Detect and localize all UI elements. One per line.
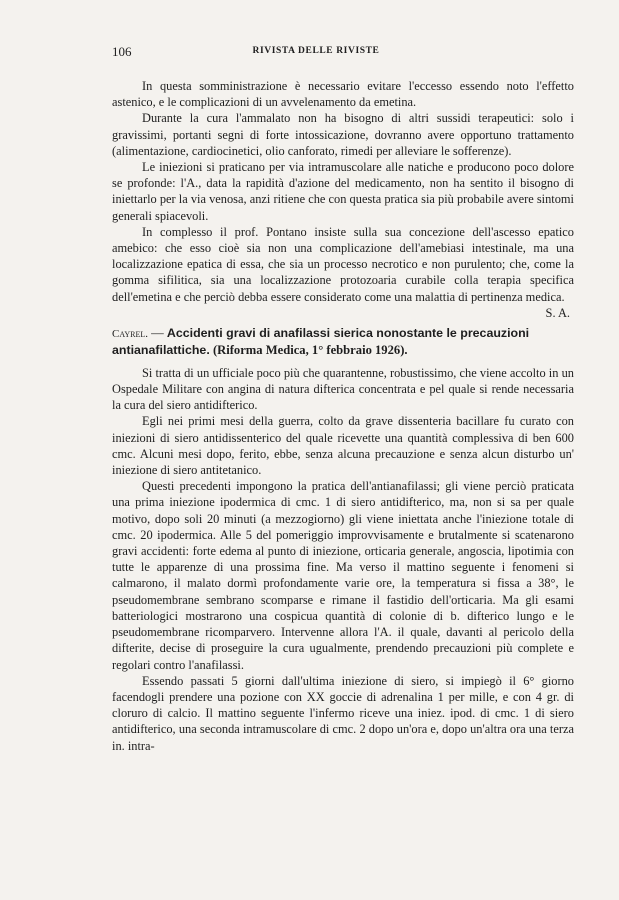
abstract-source: (Riforma Medica, 1° febbraio 1926). bbox=[212, 343, 408, 358]
signature: S. A. bbox=[545, 305, 570, 320]
heading-dash: — bbox=[148, 325, 167, 340]
paragraph: Essendo passati 5 giorni dall'ultima iniezione di siero, si impiegò il 6° giorno facendogli prendere una pozione con XX goccie di adrenalina 1 per mille, e con 4 gr. di cloruro di calcio. Il mattino seguente l'infermo riceve una iniez. ipod. di cmc. 1 di siero antidifterico, una seconda intramuscolare di cmc. 2 dopo un'ora e, dopo un'altra ora una terza in. intra- bbox=[112, 673, 574, 753]
paragraph-text: In complesso il prof. Pontano insiste sulla sua concezione dell'ascesso epatico amebico: che esso cioè sia non una complicazione dell'amebiasi intestinale, ma una localizzazione epatica di essa, che sia un processo necrotico e non purulento; che, come la gomma sifilitica, sia una localizzazione protozoaria curabile colla terapia specifica dell'emetina e che perciò debba essere considerato come una malattia di pertinenza medica. bbox=[112, 224, 574, 304]
abstract-heading bbox=[112, 325, 574, 359]
page-header bbox=[112, 44, 520, 62]
abstract-title: Accidenti gravi di anafilassi sierica nonostante le precauzioni antianafilattiche. bbox=[112, 325, 530, 358]
paragraph bbox=[112, 224, 574, 320]
paragraph: Durante la cura l'ammalato non ha bisogno di altri sussidi terapeutici: solo i gravissimi, portanti segni di forte intossicazione, dovranno avere opportuno trattamento (alimentazione, cardiocinetici, olio canforato, rimedi per alleviare le sofferenze). bbox=[112, 111, 574, 158]
paragraph: In questa somministrazione è necessario evitare l'eccesso essendo noto l'effetto astenico, e le complicazioni di un avvelenamento da emetina. bbox=[112, 79, 574, 110]
paragraph: Egli nei primi mesi della guerra, colto da grave dissenteria bacillare fu curato con iniezioni di siero antidissenterico del quale ricevette una quantità complessiva di ben 600 cmc. Alcuni mesi dopo, ferito, ebbe, senza alcuna precauzione e senza alcun disturbo un' iniezione di siero antitetanico. bbox=[112, 414, 574, 478]
page-number: 106 bbox=[112, 44, 132, 59]
paragraph: Si tratta di un ufficiale poco più che quarantenne, robustissimo, che viene accolto in un Ospedale Militare con angina di natura difterica concentrata e pel quale si rende necessaria la cura del siero antidifterico. bbox=[112, 365, 574, 413]
paragraph: Le iniezioni si praticano per via intramuscolare alle natiche e producono poco dolore se profonde: l'A., data la rapidità d'azione del medicamento, non ha sentito il bisogno di iniettarlo per la via venosa, anzi ritiene che con questa pratica sia più probabile avere sintomi generali spiacevoli. bbox=[112, 160, 574, 223]
paragraph: Questi precedenti impongono la pratica dell'antianafilassi; gli viene perciò praticata una prima iniezione ipodermica di cmc. 1 di siero antidifterico, ma, non si sa per quale motivo, dopo soli 20 minuti (a mezzogiorno) gli viene iniettata anche l'iniezione totale di cmc. 20 ipodermica. Alle 5 del pomeriggio improvvisamente e brutalmente si scatenarono gravi accidenti: forte edema al punto di iniezione, orticaria generale, angoscia, lipotimia con tutte le apparenze di una prossima fine. Ma verso il mattino seguente i fenomeni si calmarono, il malato dormì profondamente varie ore, la temperatura si fissa a 38°, le pseudomembrane sembrano scomparse e rimane il fastidio dell'orticaria. Ma gli esami batteriologici mostrarono una cospicua quantità di colonie di b. difterico lungo e le pseudomembrane ricomparvero. Intervenne allora l'A. il quale, davanti al pericolo della difterite, decise di proseguire la cura ugualmente, prendendo precauzioni più complete e regolari contro l'anafilassi. bbox=[112, 479, 574, 672]
running-title: RIVISTA DELLE RIVISTE bbox=[252, 46, 380, 56]
abstract-author: Cayrel. bbox=[112, 327, 149, 340]
article-body bbox=[112, 78, 574, 754]
